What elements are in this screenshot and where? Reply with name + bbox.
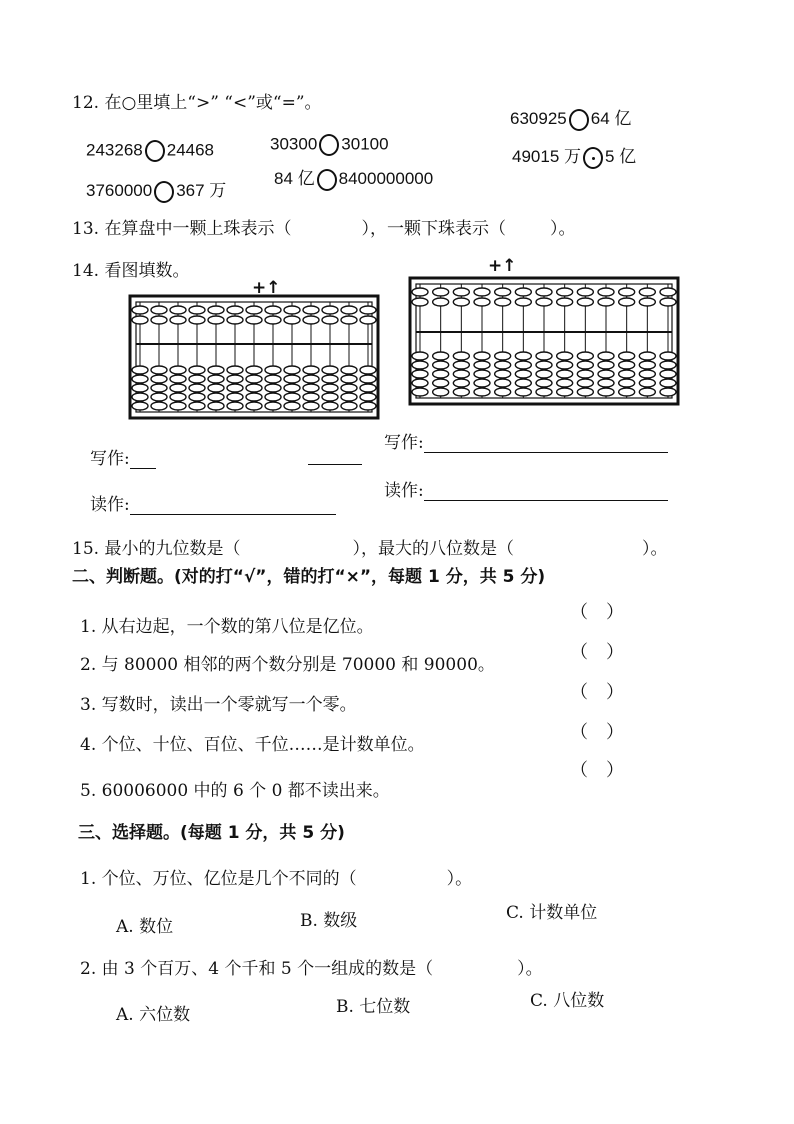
q12-item-6: 49015 万 5 亿 [512, 142, 636, 169]
abacus-bead [495, 361, 511, 369]
abacus-bead [132, 384, 148, 392]
abacus-bead [151, 393, 167, 401]
abacus-bead [536, 288, 552, 296]
abacus-bead [341, 402, 357, 410]
q12-title: 12. 在○里填上“>” “<”或“=”。 [72, 93, 322, 113]
abacus-bead [265, 384, 281, 392]
abacus-bead [265, 366, 281, 374]
judge-item-3: 3. 写数时，读出一个零就写一个零。 [80, 695, 357, 715]
abacus-bead [639, 370, 655, 378]
abacus-bead [660, 379, 676, 387]
abacus-bead [208, 393, 224, 401]
choice-q2-stem: 2. 由 3 个百万、4 个千和 5 个一组成的数是（ ）。 [80, 959, 543, 979]
abacus-bead [208, 402, 224, 410]
abacus-bead [341, 384, 357, 392]
abacus-bead [208, 384, 224, 392]
abacus-bead [151, 402, 167, 410]
abacus-bead [536, 388, 552, 396]
abacus-bead [246, 384, 262, 392]
abacus-bead [536, 298, 552, 306]
abacus-bead [495, 298, 511, 306]
abacus-bead [474, 388, 490, 396]
abacus-bead [265, 375, 281, 383]
abacus-bead [515, 379, 531, 387]
abacus-bead [412, 379, 428, 387]
abacus-bead [495, 352, 511, 360]
abacus-bead [433, 288, 449, 296]
abacus-bead [170, 306, 186, 314]
abacus-bead [265, 306, 281, 314]
abacus-bead [284, 384, 300, 392]
abacus-bead [453, 352, 469, 360]
abacus-bead [227, 402, 243, 410]
abacus-bead [208, 375, 224, 383]
abacus-bead [619, 298, 635, 306]
abacus-left [128, 294, 380, 420]
abacus-bead [619, 379, 635, 387]
abacus-bead [433, 379, 449, 387]
abacus-bead [660, 288, 676, 296]
abacus-bead [170, 402, 186, 410]
abacus-bead [453, 379, 469, 387]
abacus-bead [515, 352, 531, 360]
abacus-bead [536, 379, 552, 387]
abacus-bead [341, 306, 357, 314]
section3-title: 三、选择题。(每题 1 分，共 5 分) [78, 823, 345, 843]
judge-item-5: 5. 60006000 中的 6 个 0 都不读出来。 [80, 781, 390, 801]
abacus-bead [598, 298, 614, 306]
abacus-bead [515, 361, 531, 369]
abacus-bead [189, 306, 205, 314]
abacus-bead [639, 288, 655, 296]
abacus-bead [453, 361, 469, 369]
abacus-bead [246, 366, 262, 374]
judge-item-2: 2. 与 80000 相邻的两个数分别是 70000 和 90000。 [80, 655, 495, 675]
abacus-bead [660, 352, 676, 360]
abacus-bead [433, 388, 449, 396]
abacus-bead [412, 388, 428, 396]
abacus-bead [536, 361, 552, 369]
write-line-right[interactable] [424, 438, 668, 453]
abacus-bead [341, 366, 357, 374]
abacus-bead [577, 361, 593, 369]
abacus-bead [341, 375, 357, 383]
abacus-bead [660, 298, 676, 306]
abacus-bead [246, 306, 262, 314]
abacus-bead [189, 375, 205, 383]
abacus-bead [208, 316, 224, 324]
abacus-bead [322, 384, 338, 392]
abacus-bead [303, 402, 319, 410]
abacus-bead [227, 375, 243, 383]
section2-title: 二、判断题。(对的打“√”，错的打“×”，每题 1 分，共 5 分) [72, 567, 546, 587]
abacus-bead [265, 316, 281, 324]
abacus-bead [322, 316, 338, 324]
judge-item-1: 1. 从右边起，一个数的第八位是亿位。 [80, 617, 374, 637]
abacus-bead [284, 375, 300, 383]
abacus-bead [639, 298, 655, 306]
abacus-bead [284, 402, 300, 410]
abacus-bead [639, 361, 655, 369]
abacus-bead [170, 375, 186, 383]
abacus-bead [284, 316, 300, 324]
choice-q1-c[interactable]: C. 计数单位 [506, 903, 598, 923]
abacus-bead [284, 306, 300, 314]
q15: 15. 最小的九位数是（ ），最大的八位数是（ ）。 [72, 539, 668, 559]
abacus-bead [412, 352, 428, 360]
abacus-bead [433, 298, 449, 306]
write-line-left[interactable] [308, 446, 362, 465]
abacus-bead [170, 384, 186, 392]
abacus-bead [474, 298, 490, 306]
abacus-bead [132, 366, 148, 374]
abacus-bead [557, 361, 573, 369]
abacus-bead [265, 402, 281, 410]
abacus-bead [557, 298, 573, 306]
plus-marker-left: +↑ [252, 278, 281, 298]
abacus-bead [341, 393, 357, 401]
abacus-bead [189, 393, 205, 401]
judge-answer-5[interactable]: （ ） [570, 760, 624, 781]
abacus-bead [151, 316, 167, 324]
abacus-bead [577, 379, 593, 387]
abacus-bead [227, 306, 243, 314]
abacus-bead [412, 298, 428, 306]
q13: 13. 在算盘中一颗上珠表示（ ），一颗下珠表示（ ）。 [72, 219, 576, 239]
compare-circle[interactable] [569, 109, 589, 131]
abacus-bead [577, 388, 593, 396]
compare-circle[interactable] [319, 134, 339, 156]
abacus-bead [433, 352, 449, 360]
abacus-bead [303, 393, 319, 401]
compare-circle[interactable] [317, 169, 337, 191]
compare-circle[interactable] [583, 147, 603, 169]
abacus-bead [227, 393, 243, 401]
write-label-left: 写作: [90, 444, 156, 469]
abacus-bead [474, 370, 490, 378]
compare-circle[interactable] [154, 181, 174, 203]
abacus-bead [412, 370, 428, 378]
abacus-bead [453, 288, 469, 296]
abacus-bead [598, 379, 614, 387]
abacus-bead [227, 384, 243, 392]
abacus-bead [189, 402, 205, 410]
abacus-bead [341, 316, 357, 324]
abacus-bead [322, 393, 338, 401]
abacus-bead [227, 316, 243, 324]
abacus-bead [474, 352, 490, 360]
abacus-bead [322, 366, 338, 374]
abacus-bead [189, 316, 205, 324]
abacus-bead [151, 375, 167, 383]
abacus-bead [151, 306, 167, 314]
abacus-bead [360, 306, 376, 314]
write-label-right: 写作: [384, 428, 668, 453]
abacus-bead [132, 375, 148, 383]
abacus-bead [660, 370, 676, 378]
abacus-bead [453, 388, 469, 396]
abacus-bead [246, 375, 262, 383]
abacus-right [408, 276, 680, 406]
judge-answer-4[interactable]: （ ） [570, 722, 624, 743]
abacus-bead [322, 306, 338, 314]
choice-q1-a[interactable]: A. 数位 [116, 917, 174, 937]
abacus-bead [360, 402, 376, 410]
abacus-bead [474, 288, 490, 296]
abacus-bead [639, 352, 655, 360]
abacus-bead [557, 370, 573, 378]
abacus-bead [189, 366, 205, 374]
abacus-bead [515, 288, 531, 296]
abacus-bead [433, 370, 449, 378]
judge-answer-2[interactable]: （ ） [570, 642, 624, 663]
abacus-bead [453, 298, 469, 306]
compare-circle[interactable] [145, 140, 165, 162]
abacus-bead [474, 379, 490, 387]
abacus-bead [132, 316, 148, 324]
q12-item-2: 30300 30100 [270, 134, 389, 156]
abacus-bead [557, 288, 573, 296]
abacus-bead [246, 402, 262, 410]
abacus-bead [557, 352, 573, 360]
abacus-bead [495, 288, 511, 296]
abacus-bead [515, 370, 531, 378]
abacus-bead [246, 393, 262, 401]
choice-q2-a[interactable]: A. 六位数 [116, 1005, 191, 1025]
abacus-bead [495, 370, 511, 378]
abacus-bead [265, 393, 281, 401]
judge-item-4: 4. 个位、十位、百位、千位……是计数单位。 [80, 735, 425, 755]
abacus-bead [412, 288, 428, 296]
abacus-bead [639, 388, 655, 396]
abacus-bead [619, 361, 635, 369]
read-line-right[interactable] [424, 486, 668, 501]
abacus-bead [557, 379, 573, 387]
abacus-bead [577, 370, 593, 378]
abacus-bead [515, 298, 531, 306]
abacus-bead [598, 361, 614, 369]
abacus-bead [619, 370, 635, 378]
choice-q2-b[interactable]: B. 七位数 [336, 997, 411, 1017]
abacus-bead [619, 388, 635, 396]
abacus-bead [577, 352, 593, 360]
judge-answer-1[interactable]: （ ） [570, 602, 624, 623]
q12-item-4: 3760000 367 万 [86, 176, 226, 203]
q14-title: 14. 看图填数。 [72, 261, 190, 281]
abacus-bead [495, 379, 511, 387]
abacus-bead [227, 366, 243, 374]
abacus-bead [536, 352, 552, 360]
q12-item-1: 243268 24468 [86, 140, 214, 162]
read-label-right: 读作: [384, 476, 668, 501]
abacus-bead [639, 379, 655, 387]
abacus-bead [557, 388, 573, 396]
abacus-bead [322, 375, 338, 383]
abacus-bead [412, 361, 428, 369]
abacus-bead [284, 366, 300, 374]
abacus-bead [598, 352, 614, 360]
abacus-bead [303, 384, 319, 392]
abacus-bead [619, 352, 635, 360]
abacus-bead [170, 393, 186, 401]
judge-answer-3[interactable]: （ ） [570, 682, 624, 703]
abacus-bead [495, 388, 511, 396]
plus-marker-right: +↑ [488, 256, 517, 276]
abacus-bead [151, 384, 167, 392]
abacus-bead [660, 388, 676, 396]
abacus-bead [598, 388, 614, 396]
abacus-bead [360, 375, 376, 383]
choice-q2-c[interactable]: C. 八位数 [530, 991, 605, 1011]
choice-q1-b[interactable]: B. 数级 [300, 911, 358, 931]
abacus-bead [360, 366, 376, 374]
abacus-bead [208, 306, 224, 314]
read-line-left[interactable] [130, 500, 336, 515]
abacus-bead [132, 393, 148, 401]
abacus-bead [360, 316, 376, 324]
abacus-bead [189, 384, 205, 392]
abacus-bead [303, 375, 319, 383]
abacus-bead [453, 370, 469, 378]
abacus-bead [170, 366, 186, 374]
abacus-bead [536, 370, 552, 378]
abacus-bead [474, 361, 490, 369]
abacus-bead [303, 366, 319, 374]
abacus-bead [132, 306, 148, 314]
abacus-bead [170, 316, 186, 324]
abacus-bead [246, 316, 262, 324]
abacus-bead [151, 366, 167, 374]
abacus-bead [284, 393, 300, 401]
choice-q1-stem: 1. 个位、万位、亿位是几个不同的（ ）。 [80, 869, 473, 889]
q12-item-3: 630925 64 亿 [510, 104, 631, 131]
abacus-bead [577, 288, 593, 296]
abacus-bead [433, 361, 449, 369]
q12-item-5: 84 亿 8400000000 [274, 164, 433, 191]
abacus-bead [303, 316, 319, 324]
abacus-bead [660, 361, 676, 369]
abacus-bead [598, 370, 614, 378]
abacus-bead [303, 306, 319, 314]
abacus-bead [598, 288, 614, 296]
abacus-bead [360, 384, 376, 392]
abacus-bead [132, 402, 148, 410]
read-label-left: 读作: [90, 490, 336, 515]
abacus-bead [322, 402, 338, 410]
abacus-bead [515, 388, 531, 396]
abacus-bead [208, 366, 224, 374]
abacus-bead [360, 393, 376, 401]
abacus-bead [619, 288, 635, 296]
abacus-bead [577, 298, 593, 306]
